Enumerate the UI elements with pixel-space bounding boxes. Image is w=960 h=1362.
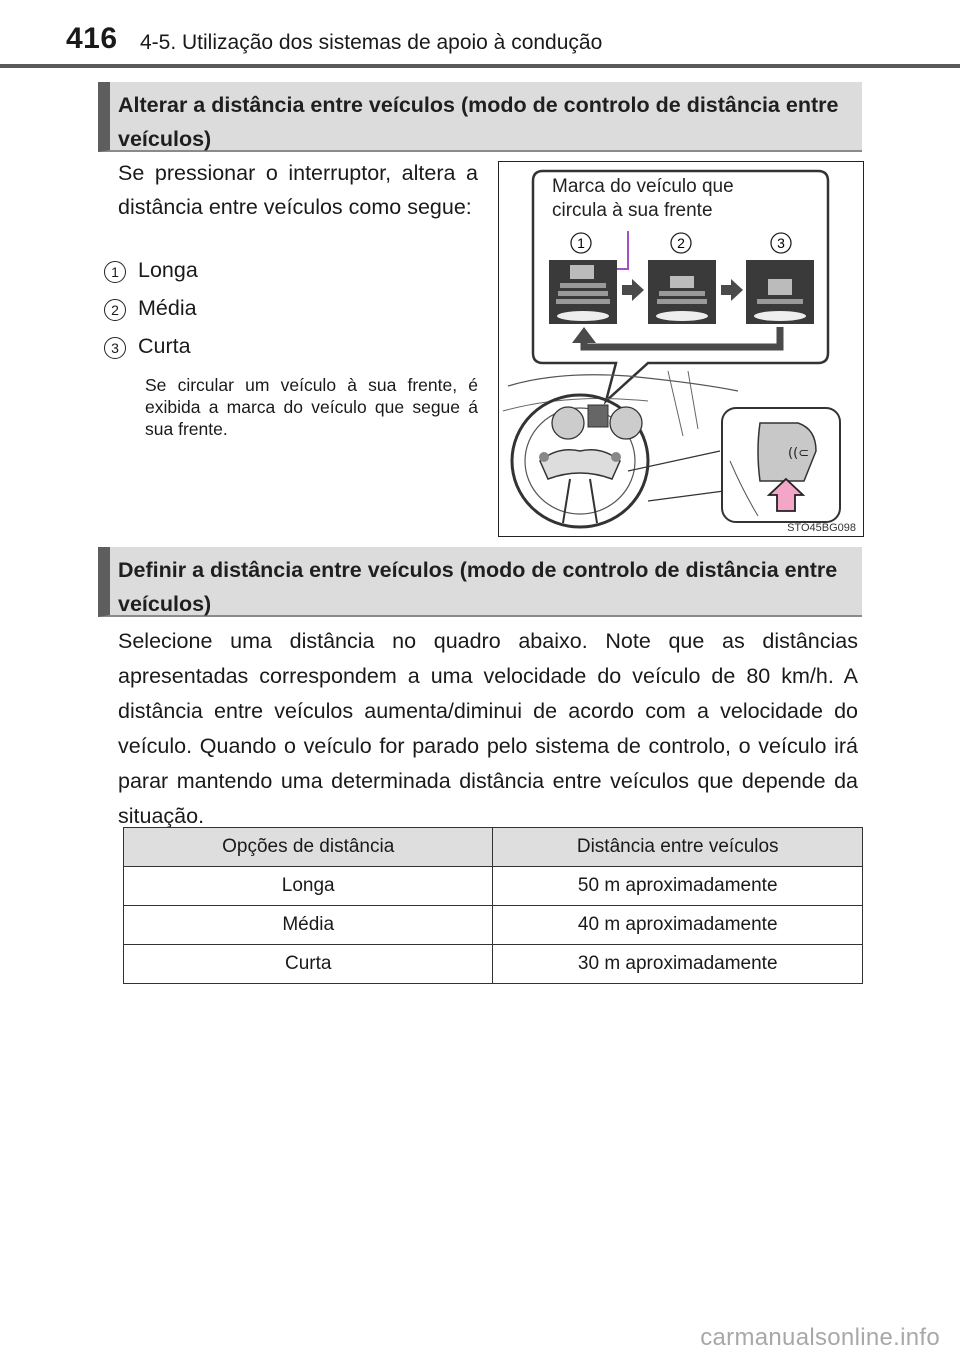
marker-3 [771, 233, 791, 253]
option-item-short [104, 334, 191, 359]
marker-1-label: 1 [577, 235, 585, 251]
table-cell: 50 m aproximadamente [493, 867, 863, 906]
table-cell: Curta [124, 945, 493, 984]
body-paragraph: Selecione uma distância no quadro abaixo. Note que as distâncias apresentadas correspondem a uma velocidade do veículo de 80 km/h. A distância entre veículos aumenta/diminui de acordo com a velocidade do veículo. Quando o veículo for parado pelo sistema de controlo, o veículo irá parar mantendo uma determinada distância entre veículos que depende da situação. [118, 629, 858, 828]
column-header: Distância entre veículos [493, 828, 863, 867]
figure-code: STO45BG098 [787, 522, 856, 534]
display-screen-medium [648, 260, 716, 324]
option-label: Média [138, 296, 197, 320]
page-number: 416 [66, 22, 118, 55]
option-number-badge: 1 [104, 261, 126, 283]
display-screen-short [746, 260, 814, 324]
section-heading-change-distance: Alterar a distância entre veículos (modo de controlo de distância entre veículos) [98, 82, 862, 152]
table-cell: Média [124, 906, 493, 945]
chapter-title: 4-5. Utilização dos sistemas de apoio à condução [140, 31, 603, 54]
table-header-row [124, 828, 863, 867]
distance-switch-icon: ((⊂ [788, 446, 810, 461]
table-row [124, 867, 863, 906]
option-number-badge: 2 [104, 299, 126, 321]
header-divider [0, 64, 960, 68]
table-cell: 30 m aproximadamente [493, 945, 863, 984]
option-label: Longa [138, 258, 198, 282]
table-row [124, 906, 863, 945]
column-header: Opções de distância [124, 828, 493, 867]
table-cell: 40 m aproximadamente [493, 906, 863, 945]
marker-2-label: 2 [677, 235, 685, 251]
option-number-badge: 3 [104, 337, 126, 359]
note-text: Se circular um veículo à sua frente, é exibida a marca do veículo que segue á sua frente. [145, 375, 478, 439]
section-heading-set-distance: Definir a distância entre veículos (modo de controlo de distância entre veículos) [98, 547, 862, 617]
vehicle-mark-label: Marca do veículo que circula à sua frente [552, 176, 734, 221]
option-item-long [104, 258, 198, 283]
intro-paragraph: Se pressionar o interruptor, altera a distância entre veículos como segue: [118, 161, 478, 219]
table-row [124, 945, 863, 984]
marker-1 [571, 233, 591, 253]
option-item-medium [104, 296, 197, 321]
option-label: Curta [138, 334, 191, 358]
switch-inset [722, 408, 840, 522]
marker-3-label: 3 [777, 235, 785, 251]
watermark: carmanualsonline.info [700, 1324, 940, 1351]
display-screen-long [549, 260, 617, 324]
table-cell: Longa [124, 867, 493, 906]
marker-2 [671, 233, 691, 253]
distance-table [123, 827, 863, 984]
